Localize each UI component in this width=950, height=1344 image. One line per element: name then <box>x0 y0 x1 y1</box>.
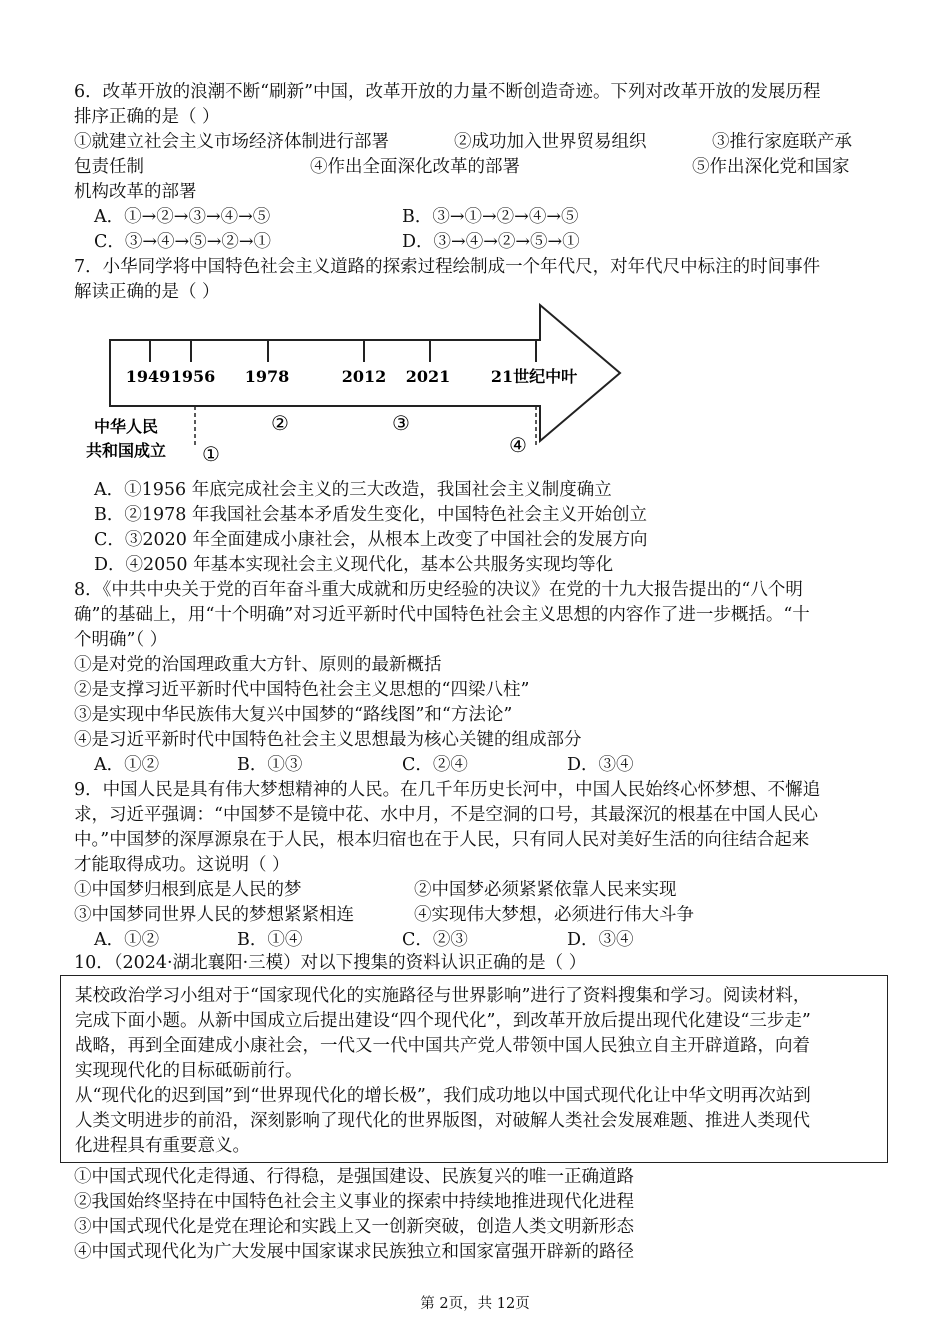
box-line-1: 某校政治学习小组对于“国家现代化的实施路径与世界影响”进行了资料搜集和学习。阅读材料， <box>75 986 811 1006</box>
page-footer: 第 2页，共 12页 <box>420 1296 530 1312</box>
q6-stem-line1: 6．改革开放的浪潮不断“刷新”中国，改革开放的力量不断创造奇迹。下列对改革开放的发展历程 <box>74 82 821 102</box>
q6-option-a: A．①→②→③→④→⑤ <box>94 207 271 227</box>
box-line-6: 人类文明进步的前沿，深刻影响了现代化的世界版图，对破解人类社会发展难题、推进人类现代 <box>75 1111 810 1131</box>
q8-stem-line3: 个明确”（ ） <box>74 630 168 650</box>
q8-stem-line2: 确”的基础上，用“十个明确”对习近平新时代中国特色社会主义思想的内容作了进一步概括。“十 <box>74 605 810 625</box>
q8-option-a: A．①② <box>94 755 160 775</box>
q9-stem-line1: 9．中国人民是具有伟大梦想精神的人民。在几千年历史长河中，中国人民始终心怀梦想、不懈追 <box>74 780 821 800</box>
q10-item-2: ②我国始终坚持在中国特色社会主义事业的探索中持续地推进现代化进程 <box>74 1192 634 1212</box>
q6-item-3b: 包责任制 <box>74 157 144 177</box>
q8-item-3: ③是实现中华民族伟大复兴中国梦的“路线图”和“方法论” <box>74 705 513 725</box>
box-line-5: 从“现代化的迟到国”到“世界现代化的增长极”，我们成功地以中国式现代化让中华文明再次站到 <box>75 1086 811 1106</box>
year-21c: 21世纪中叶 <box>490 367 578 386</box>
q8-option-b: B．①③ <box>237 755 303 775</box>
timeline-figure <box>0 0 950 480</box>
founding-label-1: 中华人民 <box>93 417 159 436</box>
q7-option-b: B．②1978 年我国社会基本矛盾发生变化，中国特色社会主义开始创立 <box>94 505 647 525</box>
q6-item-2: ②成功加入世界贸易组织 <box>454 132 647 152</box>
q9-item-4: ④实现伟大梦想，必须进行伟大斗争 <box>414 905 694 925</box>
q7-option-d: D．④2050 年基本实现社会主义现代化，基本公共服务实现均等化 <box>94 555 614 575</box>
marker-3: ③ <box>392 411 410 435</box>
box-line-2: 完成下面小题。从新中国成立后提出建设“四个现代化”，到改革开放后提出现代化建设“三步走” <box>75 1011 811 1031</box>
q6-option-c: C．③→④→⑤→②→① <box>94 232 272 252</box>
q7-stem-line2: 解读正确的是（ ） <box>74 282 220 302</box>
q9-item-2: ②中国梦必须紧紧依靠人民来实现 <box>414 880 677 900</box>
q8-option-d: D．③④ <box>567 755 634 775</box>
q9-stem-line3: 中。”中国梦的深厚源泉在于人民，根本归宿也在于人民，只有同人民对美好生活的向往结合起来 <box>74 830 810 850</box>
year-2012: 2012 <box>341 367 387 386</box>
q8-item-4: ④是习近平新时代中国特色社会主义思想最为核心关键的组成部分 <box>74 730 582 750</box>
box-line-3: 战略，再到全面建成小康社会，一代又一代中国共产党人带领中国人民独立自主开辟道路，向着 <box>75 1036 810 1056</box>
box-line-4: 实现现代化的目标砥砺前行。 <box>75 1061 303 1081</box>
q6-item-1: ①就建立社会主义市场经济体制进行部署 <box>74 132 389 152</box>
year-1956: 1956 <box>170 367 216 386</box>
q9-option-c: C．②③ <box>402 930 468 950</box>
marker-1: ① <box>202 442 220 466</box>
q6-item-4: ④作出全面深化改革的部署 <box>310 157 520 177</box>
q8-option-c: C．②④ <box>402 755 468 775</box>
q7-option-c: C．③2020 年全面建成小康社会，从根本上改变了中国社会的发展方向 <box>94 530 648 550</box>
year-2021: 2021 <box>405 367 451 386</box>
q8-stem-line1: 8．《中共中央关于党的百年奋斗重大成就和历史经验的决议》在党的十九大报告提出的“八个明 <box>74 580 803 600</box>
founding-label-2: 共和国成立 <box>85 441 167 460</box>
q10-item-3: ③中国式现代化是党在理论和实践上又一创新突破，创造人类文明新形态 <box>74 1217 634 1237</box>
q10-stem: 10．（2024·湖北襄阳·三模）对以下搜集的资料认识正确的是（ ） <box>74 953 587 973</box>
q8-item-1: ①是对党的治国理政重大方针、原则的最新概括 <box>74 655 442 675</box>
marker-2: ② <box>271 411 289 435</box>
q7-stem-line1: 7．小华同学将中国特色社会主义道路的探索过程绘制成一个年代尺，对年代尺中标注的时间事件 <box>74 257 821 277</box>
q9-stem-line4: 才能取得成功。这说明（ ） <box>74 855 290 875</box>
q6-stem-line2: 排序正确的是（ ） <box>74 107 220 127</box>
q6-item-5a: ⑤作出深化党和国家 <box>692 157 850 177</box>
marker-4: ④ <box>509 433 527 457</box>
q6-item-3a: ③推行家庭联产承 <box>712 132 852 152</box>
box-line-7: 化进程具有重要意义。 <box>75 1136 250 1156</box>
q10-item-4: ④中国式现代化为广大发展中国家谋求民族独立和国家富强开辟新的路径 <box>74 1242 634 1262</box>
year-1949: 1949 <box>125 367 171 386</box>
q8-item-2: ②是支撑习近平新时代中国特色社会主义思想的“四梁八柱” <box>74 680 530 700</box>
q10-item-1: ①中国式现代化走得通、行得稳，是强国建设、民族复兴的唯一正确道路 <box>74 1167 634 1187</box>
q6-option-b: B．③→①→②→④→⑤ <box>402 207 579 227</box>
q9-item-1: ①中国梦归根到底是人民的梦 <box>74 880 302 900</box>
q9-option-d: D．③④ <box>567 930 634 950</box>
year-1978: 1978 <box>244 367 290 386</box>
q6-option-d: D．③→④→②→⑤→① <box>402 232 580 252</box>
q9-stem-line2: 求，习近平强调：“中国梦不是镜中花、水中月，不是空洞的口号，其最深沉的根基在中国人民心 <box>74 805 818 825</box>
q9-item-3: ③中国梦同世界人民的梦想紧紧相连 <box>74 905 354 925</box>
q10-material-box <box>60 975 888 1163</box>
q6-item-5b: 机构改革的部署 <box>74 182 197 202</box>
q9-option-a: A．①② <box>94 930 160 950</box>
q7-option-a: A．①1956 年底完成社会主义的三大改造，我国社会主义制度确立 <box>94 480 612 500</box>
q9-option-b: B．①④ <box>237 930 303 950</box>
